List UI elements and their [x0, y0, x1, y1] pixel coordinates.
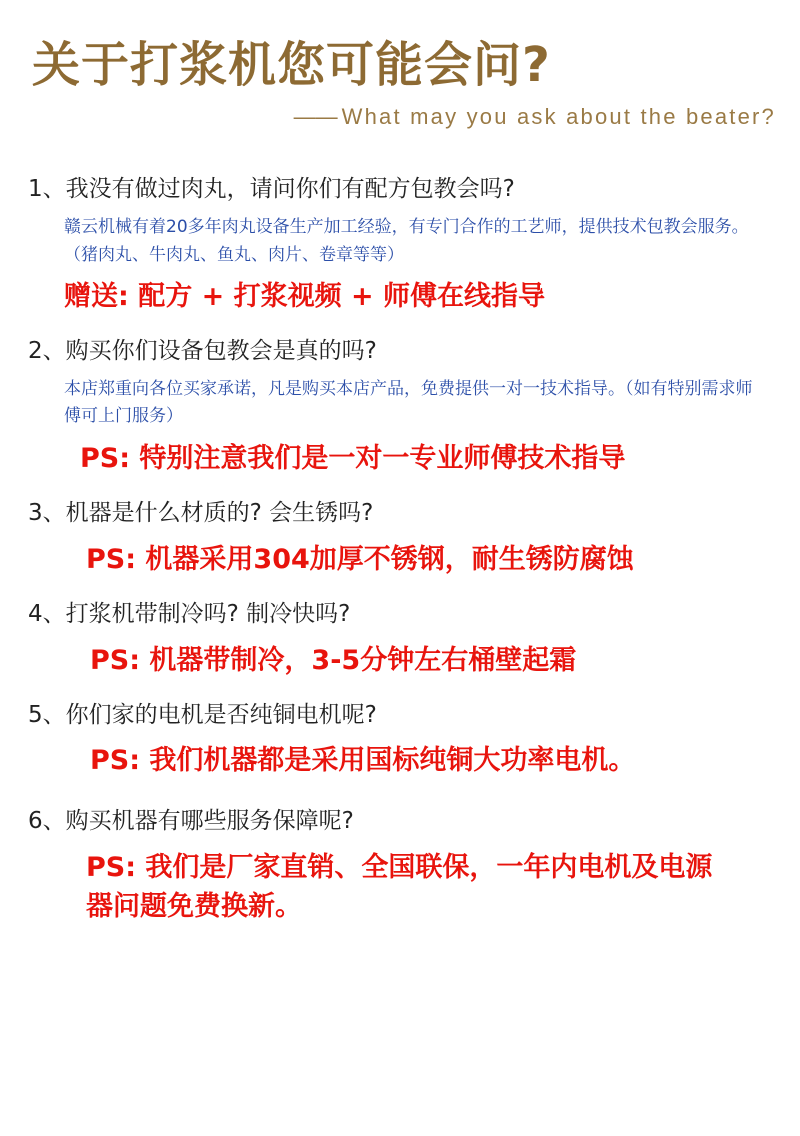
faq-item — [28, 597, 776, 680]
faq-question: 5、你们家的电机是否纯铜电机呢? — [28, 701, 377, 728]
faq-highlight: PS: 特别注意我们是一对一专业师傅技术指导 — [80, 442, 626, 474]
faq-item — [28, 698, 776, 781]
faq-question: 1、我没有做过肉丸，请问你们有配方包教会吗? — [28, 176, 515, 203]
faq-item — [28, 172, 776, 316]
faq-answer: 本店郑重向各位买家承诺，凡是购买本店产品，免费提供一对一技术指导。（如有特别需求师傅可上门服务） — [64, 378, 753, 427]
faq-item — [28, 496, 776, 579]
faq-item — [28, 334, 776, 478]
faq-question: 3、机器是什么材质的? 会生锈吗? — [28, 500, 374, 527]
faq-list — [18, 172, 782, 926]
faq-highlight: PS: 机器采用304加厚不锈钢，耐生锈防腐蚀 — [86, 543, 634, 575]
faq-question: 2、购买你们设备包教会是真的吗? — [28, 338, 377, 365]
faq-question: 6、购买机器有哪些服务保障呢? — [28, 808, 354, 835]
faq-question: 4、打浆机带制冷吗? 制冷快吗? — [28, 600, 351, 627]
subtitle-row — [32, 104, 782, 130]
page-subtitle: What may you ask about the beater? — [341, 104, 776, 130]
page-header — [18, 37, 782, 130]
page-title: 关于打浆机您可能会问? — [32, 37, 551, 93]
faq-highlight: PS: 机器带制冷，3-5分钟左右桶壁起霜 — [90, 644, 577, 676]
faq-highlight: PS: 我们是厂家直销、全国联保，一年内电机及电源器问题免费换新。 — [86, 852, 713, 923]
faq-highlight: 赠送: 配方 + 打浆视频 + 师傅在线指导 — [64, 281, 546, 313]
faq-highlight: PS: 我们机器都是采用国标纯铜大功率电机。 — [90, 745, 636, 777]
faq-item — [28, 804, 776, 926]
faq-answer: 赣云机械有着20多年肉丸设备生产加工经验，有专门合作的工艺师，提供技术包教会服务。（猪肉丸、牛肉丸、鱼丸、肉片、卷章等等） — [64, 217, 749, 265]
subtitle-dash: —— — [293, 104, 338, 130]
